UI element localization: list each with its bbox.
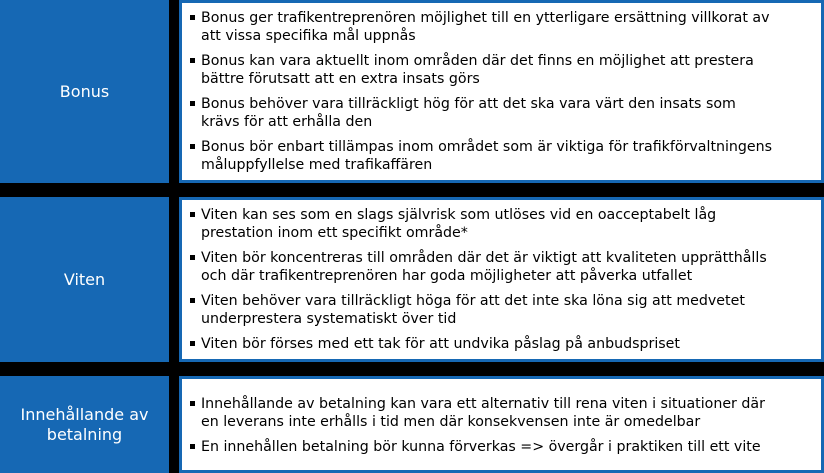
section-bonus [0,0,824,183]
bullet-list [182,206,821,360]
bullet-text: Bonus kan vara aktuellt inom områden där det finns en möjlighet att prestera [201,53,754,69]
bullet-text: Bonus behöver vara tillräckligt hög för att det ska vara värt den insats som [201,96,736,112]
section-content-viten [179,197,824,362]
bullet-square-icon [190,401,195,406]
bullet-list [182,395,821,463]
bullet-text: Viten kan ses som en slags självrisk som utlöses vid en oacceptabelt låg [201,207,717,223]
bullet-item [182,292,821,328]
section-label-text: Bonus [59,81,110,101]
section-label-line: Innehållande av [20,404,149,424]
bullet-item [182,95,821,131]
bullet-text: En innehållen betalning bör kunna förverkas => övergår i praktiken till ett vite [201,439,761,455]
bullet-item [182,206,821,242]
bullet-text-continued: att vissa specifika mål uppnås [201,28,416,44]
section-innehallande-av-betalning [0,376,824,473]
bullet-text-continued: en leverans inte erhålls i tid men där konsekvensen inte är omedelbar [201,414,701,430]
bullet-square-icon [190,144,195,149]
section-label-text [21,405,149,445]
bullet-text: Bonus ger trafikentreprenören möjlighet till en ytterligare ersättning villkorat av [201,10,770,26]
bullet-item [182,52,821,88]
section-viten [0,197,824,362]
section-label-viten [0,197,169,362]
bullet-text: Innehållande av betalning kan vara ett alternativ till rena viten i situationer där [201,396,765,412]
bullet-square-icon [190,101,195,106]
bullet-text-continued: prestation inom ett specifikt område* [201,225,468,241]
bullet-square-icon [190,255,195,260]
content-panel [182,379,821,470]
bullet-item [182,9,821,45]
bullet-text: Bonus bör enbart tillämpas inom området som är viktiga för trafikförvaltningens [201,139,773,155]
bullet-item [182,395,821,431]
bullet-text-continued: bättre förutsatt att en extra insats görs [201,71,480,87]
bullet-item [182,335,821,353]
bullet-text-continued: och där trafikentreprenören har goda möjligheter att påverka utfallet [201,268,693,284]
bullet-item [182,138,821,174]
section-label-text: Viten [63,269,106,289]
bullet-list [182,9,821,181]
bullet-square-icon [190,298,195,303]
bullet-square-icon [190,58,195,63]
content-panel [182,3,821,180]
bullet-text-continued: underprestera systematiskt över tid [201,311,457,327]
bullet-square-icon [190,15,195,20]
bullet-item [182,438,821,456]
bullet-text: Viten behöver vara tillräckligt höga för att det inte ska löna sig att medvetet [201,293,745,309]
bullet-square-icon [190,341,195,346]
section-content-bonus [179,0,824,183]
bullet-text: Viten bör koncentreras till områden där det är viktigt att kvaliteten upprätthålls [201,250,767,266]
bullet-text-continued: krävs för att erhålla den [201,114,373,130]
bullet-item [182,249,821,285]
bullet-text: Viten bör förses med ett tak för att undvika påslag på anbudspriset [201,336,680,352]
section-label-innehallande [0,376,169,473]
section-label-bonus [0,0,169,183]
bullet-square-icon [190,444,195,449]
content-panel [182,200,821,359]
section-content-innehallande [179,376,824,473]
bullet-text-continued: måluppfyllelse med trafikaffären [201,157,433,173]
section-label-line: betalning [46,424,123,444]
bullet-square-icon [190,212,195,217]
